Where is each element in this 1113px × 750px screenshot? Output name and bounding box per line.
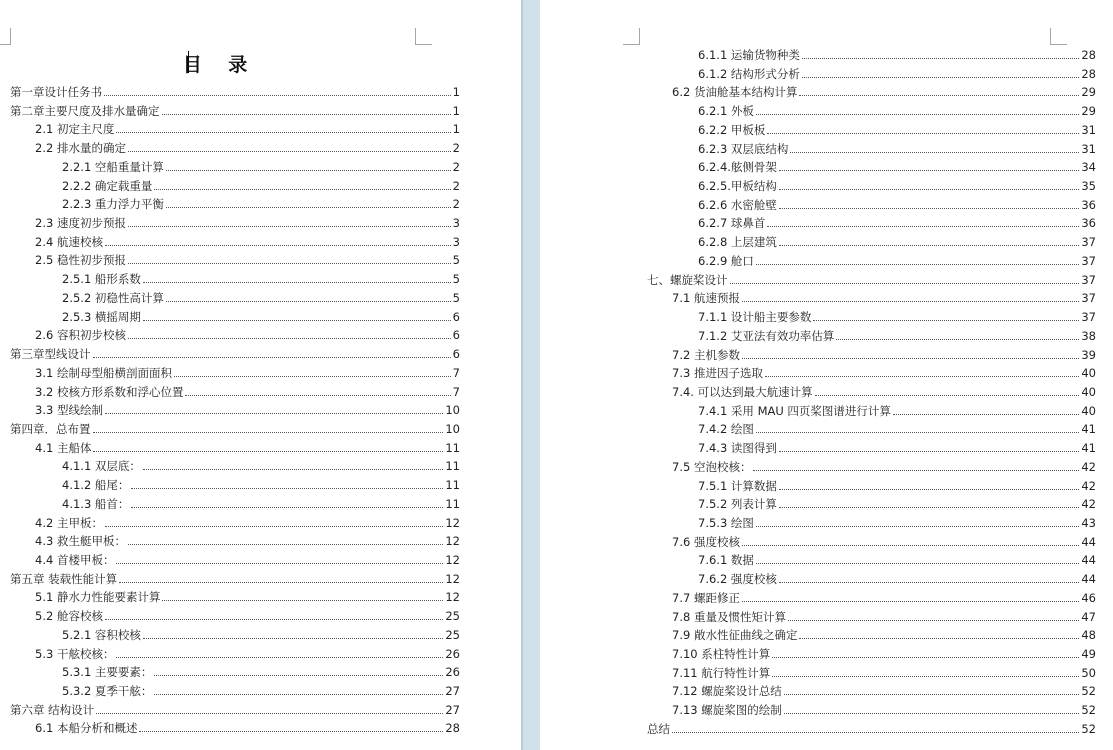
toc-entry-page: 10 bbox=[445, 403, 460, 418]
toc-entry-page: 11 bbox=[445, 478, 460, 493]
toc-entry-page: 44 bbox=[1081, 553, 1096, 568]
toc-entry[interactable] bbox=[62, 306, 460, 324]
toc-title: 目 录 bbox=[182, 54, 258, 76]
toc-entry[interactable] bbox=[698, 568, 1096, 586]
toc-entry-page: 52 bbox=[1081, 684, 1096, 699]
toc-entry-page: 48 bbox=[1081, 628, 1096, 643]
dot-leader bbox=[128, 263, 451, 264]
toc-entry[interactable] bbox=[62, 268, 460, 286]
toc-entry[interactable] bbox=[698, 138, 1096, 156]
toc-entry-title: 7.2 主机参数 bbox=[672, 347, 740, 362]
toc-entry[interactable] bbox=[672, 287, 1096, 305]
dot-leader bbox=[756, 526, 1079, 527]
toc-entry-page: 27 bbox=[445, 684, 460, 699]
toc-entry-page: 42 bbox=[1081, 478, 1096, 493]
dot-leader bbox=[788, 620, 1079, 621]
toc-entry-page: 39 bbox=[1081, 347, 1096, 362]
toc-entry-page: 37 bbox=[1081, 310, 1096, 325]
dot-leader bbox=[772, 676, 1079, 677]
toc-entry-page: 12 bbox=[445, 590, 460, 605]
toc-entry-page: 42 bbox=[1081, 459, 1096, 474]
toc-entry[interactable] bbox=[698, 493, 1096, 511]
toc-entry-title: 5.2 舱容校核 bbox=[35, 609, 103, 624]
toc-entry[interactable] bbox=[698, 212, 1096, 230]
dot-leader bbox=[139, 731, 443, 732]
toc-entry-title: 2.1 初定主尺度 bbox=[35, 122, 115, 137]
toc-entry[interactable] bbox=[698, 231, 1096, 249]
toc-entry-page: 12 bbox=[445, 571, 460, 586]
toc-entry[interactable] bbox=[698, 156, 1096, 174]
dot-leader bbox=[730, 283, 1080, 284]
toc-entry-page: 12 bbox=[445, 515, 460, 530]
dot-leader bbox=[779, 170, 1079, 171]
toc-entry[interactable] bbox=[698, 437, 1096, 455]
toc-entry-title: 7.9 敞水性征曲线之确定 bbox=[672, 628, 798, 643]
toc-entry-page: 29 bbox=[1081, 104, 1096, 119]
toc-entry[interactable] bbox=[10, 568, 460, 586]
toc-entry-page: 2 bbox=[452, 178, 460, 193]
page-gap bbox=[521, 0, 540, 750]
toc-entry[interactable] bbox=[698, 119, 1096, 137]
toc-entry[interactable] bbox=[672, 81, 1096, 99]
toc-entry[interactable] bbox=[10, 418, 460, 436]
toc-entry-title: 4.1.3 船首： bbox=[62, 496, 130, 511]
toc-entry[interactable] bbox=[698, 44, 1096, 62]
toc-entry[interactable] bbox=[35, 437, 460, 455]
toc-entry-page: 27 bbox=[445, 702, 460, 717]
toc-entry-page: 6 bbox=[452, 347, 460, 362]
corner-mark-top-left bbox=[623, 28, 640, 45]
toc-entry-page: 25 bbox=[445, 609, 460, 624]
toc-entry[interactable] bbox=[62, 624, 460, 642]
toc-entry-title: 第四章．总布置 bbox=[10, 421, 91, 436]
dot-leader bbox=[767, 133, 1079, 134]
dot-leader bbox=[813, 320, 1079, 321]
toc-entry-page: 40 bbox=[1081, 384, 1096, 399]
toc-entry-title: 5.3.2 夏季干舷： bbox=[62, 684, 153, 699]
dot-leader bbox=[765, 376, 1079, 377]
toc-entry-page: 34 bbox=[1081, 160, 1096, 175]
dot-leader bbox=[119, 582, 443, 583]
toc-entry-page: 37 bbox=[1081, 291, 1096, 306]
toc-entry[interactable] bbox=[672, 362, 1096, 380]
toc-entry-title: 2.3 速度初步预报 bbox=[35, 216, 126, 231]
dot-leader bbox=[799, 95, 1079, 96]
dot-leader bbox=[131, 488, 443, 489]
toc-entry-page: 26 bbox=[445, 665, 460, 680]
toc-entry[interactable] bbox=[672, 643, 1096, 661]
toc-entry-page: 36 bbox=[1081, 216, 1096, 231]
toc-entry-page: 28 bbox=[1081, 48, 1096, 62]
dot-leader bbox=[779, 489, 1079, 490]
toc-entry[interactable] bbox=[698, 250, 1096, 268]
toc-entry[interactable] bbox=[647, 269, 1096, 287]
toc-entry-title: 4.1.2 船尾： bbox=[62, 478, 130, 493]
toc-entry-title: 第三章型线设计 bbox=[10, 347, 91, 362]
toc-entry-title: 4.1.1 双层底： bbox=[62, 459, 141, 474]
toc-entry[interactable] bbox=[10, 81, 460, 99]
toc-entry-title: 7.4.2 绘图 bbox=[698, 422, 754, 437]
toc-entry-page: 41 bbox=[1081, 422, 1096, 437]
toc-entry[interactable] bbox=[698, 475, 1096, 493]
toc-entry-page: 37 bbox=[1081, 272, 1096, 287]
toc-entry-title: 6.2.8 上层建筑 bbox=[698, 235, 777, 250]
dot-leader bbox=[128, 544, 443, 545]
toc-entry-title: 7.6.2 强度校核 bbox=[698, 572, 777, 587]
dot-leader bbox=[784, 713, 1080, 714]
toc-entry-title: 2.6 容积初步校核 bbox=[35, 328, 126, 343]
dot-leader bbox=[128, 226, 451, 227]
toc-entry-title: 7.12 螺旋桨设计总结 bbox=[672, 684, 782, 699]
corner-mark-top-left bbox=[0, 28, 11, 45]
toc-entry-page: 1 bbox=[452, 122, 460, 137]
toc-entry-title: 2.4 航速校核 bbox=[35, 234, 103, 249]
toc-entry-page: 40 bbox=[1081, 403, 1096, 418]
dot-leader bbox=[93, 357, 451, 358]
dot-leader bbox=[742, 301, 1079, 302]
toc-entry[interactable] bbox=[647, 718, 1096, 736]
toc-entry[interactable] bbox=[698, 194, 1096, 212]
toc-entry-title: 5.1 静水力性能要素计算 bbox=[35, 590, 161, 605]
toc-entry-title: 3.3 型线绘制 bbox=[35, 403, 103, 418]
toc-entry-title: 2.2.3 重力浮力平衡 bbox=[62, 197, 164, 212]
toc-entry-page: 40 bbox=[1081, 366, 1096, 381]
toc-entry[interactable] bbox=[35, 549, 460, 567]
toc-entry[interactable] bbox=[672, 587, 1096, 605]
toc-entry-title: 6.2.6 水密舱壁 bbox=[698, 197, 777, 212]
toc-entry[interactable] bbox=[62, 493, 460, 511]
toc-entry-page: 44 bbox=[1081, 572, 1096, 587]
toc-entry-page: 35 bbox=[1081, 179, 1096, 194]
toc-entry[interactable] bbox=[35, 399, 460, 417]
dot-leader bbox=[779, 507, 1079, 508]
toc-entry[interactable] bbox=[698, 306, 1096, 324]
toc-entry[interactable] bbox=[698, 175, 1096, 193]
toc-entry-page: 50 bbox=[1081, 665, 1096, 680]
toc-entry[interactable] bbox=[672, 344, 1096, 362]
toc-entry[interactable] bbox=[698, 512, 1096, 530]
dot-leader bbox=[672, 732, 1079, 733]
toc-entry-page: 5 bbox=[452, 272, 460, 287]
toc-entry-title: 6.2.2 甲板板 bbox=[698, 122, 766, 137]
toc-entry-page: 6 bbox=[452, 309, 460, 324]
toc-entry-page: 37 bbox=[1081, 253, 1096, 268]
toc-entry[interactable] bbox=[698, 325, 1096, 343]
toc-entry-page: 11 bbox=[445, 459, 460, 474]
toc-entry[interactable] bbox=[35, 643, 460, 661]
page-gap-shadow bbox=[521, 0, 523, 750]
toc-entry-title: 4.2 主甲板： bbox=[35, 515, 103, 530]
toc-entry-page: 47 bbox=[1081, 609, 1096, 624]
dot-leader bbox=[174, 376, 451, 377]
dot-leader bbox=[772, 657, 1079, 658]
toc-entry-title: 3.2 校核方形系数和浮心位置 bbox=[35, 384, 184, 399]
toc-entry[interactable] bbox=[35, 381, 460, 399]
toc-entry-title: 6.2.4.舷侧骨架 bbox=[698, 160, 777, 175]
toc-entry-title: 7.5.3 绘图 bbox=[698, 516, 754, 530]
toc-entry-title: 7.11 航行特性计算 bbox=[672, 665, 771, 680]
dot-leader bbox=[143, 320, 451, 321]
toc-entry[interactable] bbox=[10, 699, 460, 717]
toc-entry-page: 28 bbox=[445, 721, 460, 736]
dot-leader bbox=[116, 657, 443, 658]
dot-leader bbox=[128, 151, 451, 152]
toc-entry-title: 第一章设计任务书 bbox=[10, 85, 102, 99]
dot-leader bbox=[93, 432, 444, 433]
toc-entry-title: 第二章主要尺度及排水量确定 bbox=[10, 103, 160, 118]
toc-entry-title: 6.1.2 结构形式分析 bbox=[698, 66, 800, 81]
toc-entry-title: 7.1.2 艾亚法有效功率估算 bbox=[698, 328, 835, 343]
toc-entry-title: 6.2.3 双层底结构 bbox=[698, 141, 789, 156]
toc-entry-title: 7.1.1 设计船主要参数 bbox=[698, 310, 812, 325]
toc-entry[interactable] bbox=[672, 680, 1096, 698]
dot-leader bbox=[756, 563, 1079, 564]
dot-leader bbox=[128, 338, 451, 339]
toc-entry-title: 7.1 航速预报 bbox=[672, 291, 740, 306]
toc-entry-title: 4.4 首楼甲板： bbox=[35, 553, 115, 567]
dot-leader bbox=[105, 245, 451, 246]
toc-entry[interactable] bbox=[62, 661, 460, 679]
toc-entry-title: 5.3 干舷校核： bbox=[35, 646, 115, 661]
toc-entry[interactable] bbox=[35, 231, 460, 249]
toc-entry-page: 52 bbox=[1081, 721, 1096, 736]
corner-mark-top-right bbox=[415, 28, 432, 45]
toc-entry-page: 44 bbox=[1081, 534, 1096, 549]
toc-entry-page: 31 bbox=[1081, 122, 1096, 137]
dot-leader bbox=[756, 114, 1079, 115]
toc-entry-title: 3.1 绘制母型船横剖面面积 bbox=[35, 365, 172, 380]
toc-entry-page: 10 bbox=[445, 421, 460, 436]
dot-leader bbox=[756, 432, 1079, 433]
dot-leader bbox=[779, 189, 1079, 190]
toc-entry[interactable] bbox=[62, 175, 460, 193]
toc-entry[interactable] bbox=[10, 100, 460, 118]
toc-entry[interactable] bbox=[35, 212, 460, 230]
dot-leader bbox=[162, 114, 451, 115]
dot-leader bbox=[756, 264, 1079, 265]
toc-entry-title: 7.5 空泡校核： bbox=[672, 459, 752, 474]
toc-entry-page: 28 bbox=[1081, 66, 1096, 81]
toc-entry[interactable] bbox=[672, 456, 1096, 474]
dot-leader bbox=[893, 414, 1079, 415]
toc-entry-page: 2 bbox=[452, 159, 460, 174]
toc-entry-page: 6 bbox=[452, 328, 460, 343]
toc-entry[interactable] bbox=[35, 586, 460, 604]
toc-entry[interactable] bbox=[10, 343, 460, 361]
toc-entry[interactable] bbox=[672, 662, 1096, 680]
toc-entry[interactable] bbox=[35, 324, 460, 342]
dot-leader bbox=[753, 470, 1079, 471]
toc-entry[interactable] bbox=[672, 624, 1096, 642]
toc-entry[interactable] bbox=[698, 400, 1096, 418]
toc-entry-page: 2 bbox=[452, 197, 460, 212]
right-page bbox=[540, 0, 1113, 750]
toc-entry[interactable] bbox=[672, 531, 1096, 549]
toc-entry[interactable] bbox=[62, 287, 460, 305]
dot-leader bbox=[116, 563, 443, 564]
toc-entry-title: 七、螺旋桨设计 bbox=[647, 272, 728, 287]
toc-entry-page: 52 bbox=[1081, 703, 1096, 718]
toc-entry-page: 12 bbox=[445, 534, 460, 549]
toc-entry-title: 6.2 货油舱基本结构计算 bbox=[672, 85, 798, 100]
dot-leader bbox=[779, 245, 1079, 246]
toc-entry-page: 7 bbox=[452, 384, 460, 399]
toc-entry-title: 6.2.1 外板 bbox=[698, 104, 754, 119]
toc-entry-title: 7.6 强度校核 bbox=[672, 534, 740, 549]
toc-entry-title: 7.10 系柱特性计算 bbox=[672, 647, 771, 662]
toc-entry-page: 12 bbox=[445, 553, 460, 567]
toc-entry-title: 2.5 稳性初步预报 bbox=[35, 253, 126, 268]
toc-entry[interactable] bbox=[672, 381, 1096, 399]
dot-leader bbox=[116, 132, 450, 133]
toc-entry[interactable] bbox=[35, 605, 460, 623]
toc-entry-title: 第六章 结构设计 bbox=[10, 702, 95, 717]
toc-entry-title: 7.4.1 采用 MAU 四页桨图谱进行计算 bbox=[698, 403, 891, 418]
dot-leader bbox=[105, 526, 443, 527]
toc-entry-page: 2 bbox=[452, 141, 460, 156]
toc-entry-title: 4.1 主船体 bbox=[35, 440, 92, 455]
toc-entry-page: 26 bbox=[445, 646, 460, 661]
toc-entry[interactable] bbox=[698, 63, 1096, 81]
toc-entry[interactable] bbox=[672, 606, 1096, 624]
toc-entry-title: 2.5.1 船形系数 bbox=[62, 272, 141, 287]
toc-entry[interactable] bbox=[35, 717, 460, 735]
dot-leader bbox=[143, 469, 443, 470]
dot-leader bbox=[815, 395, 1080, 396]
dot-leader bbox=[131, 507, 443, 508]
toc-entry-page: 25 bbox=[445, 627, 460, 642]
toc-entry-page: 3 bbox=[452, 234, 460, 249]
dot-leader bbox=[784, 694, 1080, 695]
toc-entry-page: 29 bbox=[1081, 85, 1096, 100]
toc-entry[interactable] bbox=[698, 549, 1096, 567]
toc-entry-title: 5.3.1 主要要素： bbox=[62, 665, 153, 680]
toc-entry[interactable] bbox=[62, 680, 460, 698]
toc-entry[interactable] bbox=[672, 699, 1096, 717]
toc-entry[interactable] bbox=[35, 137, 460, 155]
toc-entry-page: 36 bbox=[1081, 197, 1096, 212]
dot-leader bbox=[742, 545, 1079, 546]
dot-leader bbox=[836, 339, 1079, 340]
toc-entry[interactable] bbox=[35, 249, 460, 267]
toc-entry[interactable] bbox=[35, 512, 460, 530]
toc-entry[interactable] bbox=[62, 455, 460, 473]
dot-leader bbox=[802, 58, 1079, 59]
toc-entry-title: 7.6.1 数据 bbox=[698, 553, 754, 568]
toc-entry-title: 7.5.1 计算数据 bbox=[698, 478, 777, 493]
toc-entry[interactable] bbox=[35, 362, 460, 380]
dot-leader bbox=[105, 413, 443, 414]
toc-entry-page: 43 bbox=[1081, 516, 1096, 530]
dot-leader bbox=[185, 395, 450, 396]
toc-entry[interactable] bbox=[62, 474, 460, 492]
dot-leader bbox=[742, 601, 1079, 602]
toc-entry-page: 46 bbox=[1081, 590, 1096, 605]
dot-leader bbox=[767, 226, 1079, 227]
toc-entry-page: 42 bbox=[1081, 497, 1096, 512]
toc-entry[interactable] bbox=[35, 118, 460, 136]
dot-leader bbox=[93, 451, 443, 452]
dot-leader bbox=[779, 451, 1079, 452]
dot-leader bbox=[779, 208, 1079, 209]
dot-leader bbox=[104, 95, 451, 96]
toc-entry-title: 6.2.9 舱口 bbox=[698, 253, 754, 268]
toc-entry-title: 2.5.3 横摇周期 bbox=[62, 309, 141, 324]
toc-entry[interactable] bbox=[62, 156, 460, 174]
toc-entry-page: 37 bbox=[1081, 235, 1096, 250]
toc-entry-title: 2.2.1 空船重量计算 bbox=[62, 159, 164, 174]
dot-leader bbox=[96, 713, 443, 714]
toc-entry-title: 7.3 推进因子选取 bbox=[672, 366, 763, 381]
dot-leader bbox=[779, 582, 1079, 583]
toc-entry-page: 31 bbox=[1081, 141, 1096, 156]
toc-entry-title: 2.5.2 初稳性高计算 bbox=[62, 290, 164, 305]
dot-leader bbox=[154, 694, 443, 695]
toc-entry-title: 6.1 本船分析和概述 bbox=[35, 721, 138, 736]
toc-entry-title: 7.5.2 列表计算 bbox=[698, 497, 777, 512]
toc-entry-title: 7.8 重量及惯性矩计算 bbox=[672, 609, 786, 624]
dot-leader bbox=[166, 207, 451, 208]
dot-leader bbox=[166, 170, 451, 171]
toc-entry-title: 7.13 螺旋桨图的绘制 bbox=[672, 703, 782, 718]
dot-leader bbox=[790, 152, 1079, 153]
toc-entry-title: 第五章 装载性能计算 bbox=[10, 571, 118, 586]
toc-entry-title: 4.3 救生艇甲板： bbox=[35, 534, 126, 549]
toc-entry-page: 3 bbox=[452, 216, 460, 231]
dot-leader bbox=[742, 358, 1079, 359]
toc-entry-page: 5 bbox=[452, 290, 460, 305]
dot-leader bbox=[799, 638, 1079, 639]
toc-entry-title: 6.2.7 球鼻首 bbox=[698, 216, 766, 231]
toc-entry-page: 38 bbox=[1081, 328, 1096, 343]
toc-entry[interactable] bbox=[35, 530, 460, 548]
toc-entry-page: 1 bbox=[452, 103, 460, 118]
left-page bbox=[0, 0, 521, 750]
toc-entry-title: 总结 bbox=[647, 721, 670, 736]
toc-entry-page: 49 bbox=[1081, 647, 1096, 662]
dot-leader bbox=[105, 619, 443, 620]
toc-entry-page: 11 bbox=[445, 496, 460, 511]
toc-entry-title: 5.2.1 容积校核 bbox=[62, 627, 141, 642]
toc-entry-page: 5 bbox=[452, 253, 460, 268]
toc-entry-title: 6.2.5.甲板结构 bbox=[698, 179, 777, 194]
toc-entry-title: 2.2.2 确定载重量 bbox=[62, 178, 153, 193]
toc-entry[interactable] bbox=[62, 193, 460, 211]
dot-leader bbox=[802, 77, 1079, 78]
toc-entry-page: 1 bbox=[452, 85, 460, 99]
toc-entry-title: 7.4.3 读图得到 bbox=[698, 441, 777, 456]
corner-mark-top-right bbox=[1050, 28, 1067, 45]
toc-entry-page: 11 bbox=[445, 440, 460, 455]
toc-entry-title: 2.2 排水量的确定 bbox=[35, 141, 126, 156]
toc-entry-title: 6.1.1 运输货物种类 bbox=[698, 48, 800, 62]
dot-leader bbox=[162, 600, 443, 601]
dot-leader bbox=[166, 301, 451, 302]
dot-leader bbox=[143, 638, 443, 639]
dot-leader bbox=[143, 282, 451, 283]
dot-leader bbox=[154, 675, 443, 676]
toc-entry-title: 7.4. 可以达到最大航速计算 bbox=[672, 384, 813, 399]
toc-entry-page: 7 bbox=[452, 365, 460, 380]
toc-entry-title: 7.7 螺距修正 bbox=[672, 590, 740, 605]
toc-entry[interactable] bbox=[698, 100, 1096, 118]
dot-leader bbox=[154, 189, 450, 190]
toc-entry[interactable] bbox=[698, 418, 1096, 436]
toc-entry-page: 41 bbox=[1081, 441, 1096, 456]
